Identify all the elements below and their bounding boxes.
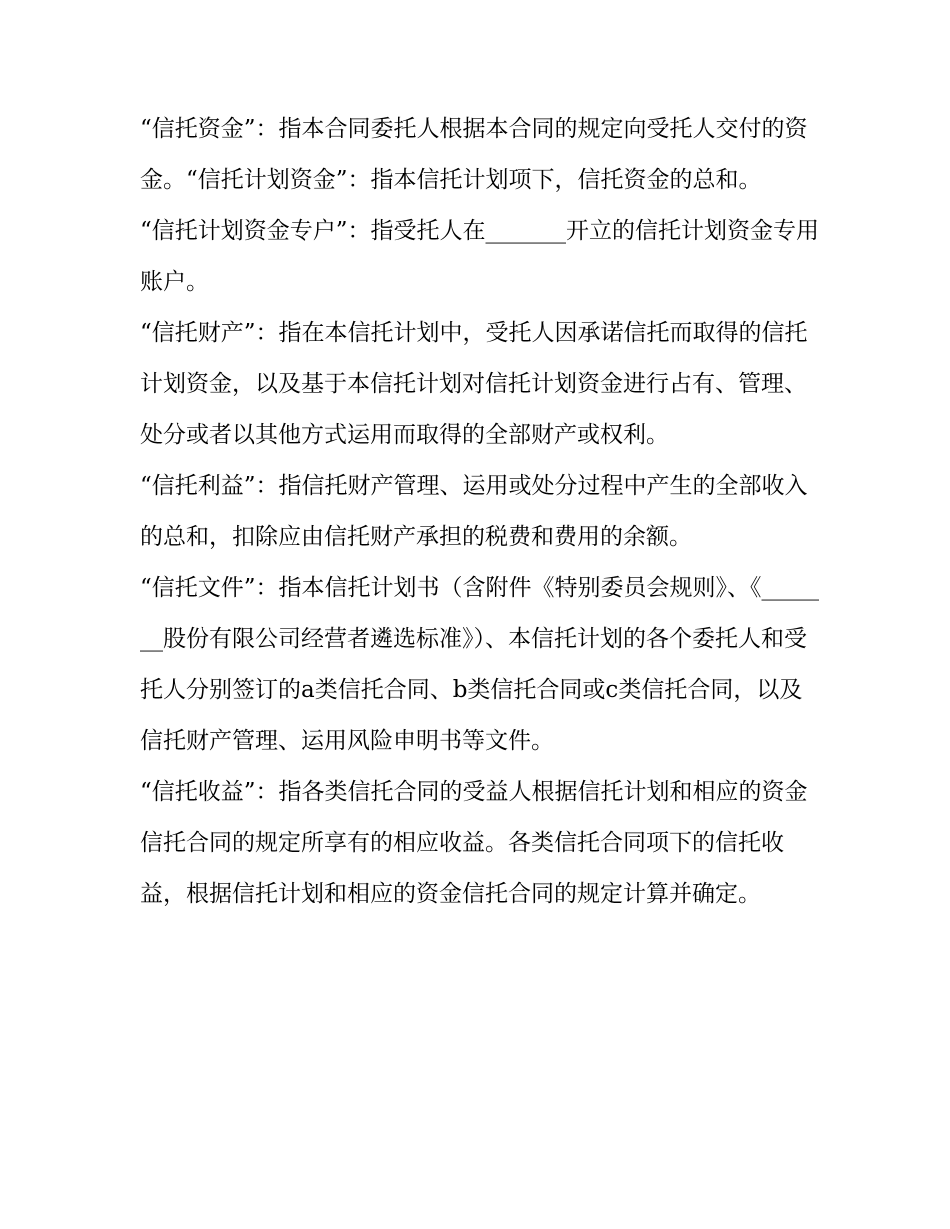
definition-trust-plan-account: “信托计划资金专户”：指受托人在_______开立的信托计划资金专用账户。 xyxy=(140,218,820,295)
document-body xyxy=(140,104,820,920)
definition-trust-documents: “信托文件”：指本信托计划书（含附件《特别委员会规则》、《_______股份有限公司经营者遴选标准》）、本信托计划的各个委托人和受托人分别签订的a类信托合同、b类信托合同或c类信托合同，以及信托财产管理、运用风险申明书等文件。 xyxy=(140,575,820,754)
definition-trust-benefit: “信托利益”：指信托财产管理、运用或处分过程中产生的全部收入的总和，扣除应由信托财产承担的税费和费用的余额。 xyxy=(140,473,808,550)
definition-trust-funds: “信托资金”：指本合同委托人根据本合同的规定向受托人交付的资金。“信托计划资金”：指本信托计划项下，信托资金的总和。 xyxy=(140,116,808,193)
definition-trust-income: “信托收益”：指各类信托合同的受益人根据信托计划和相应的资金信托合同的规定所享有的相应收益。各类信托合同项下的信托收益，根据信托计划和相应的资金信托合同的规定计算并确定。 xyxy=(140,779,808,907)
definition-trust-property: “信托财产”：指在本信托计划中，受托人因承诺信托而取得的信托计划资金，以及基于本信托计划对信托计划资金进行占有、管理、处分或者以其他方式运用而取得的全部财产或权利。 xyxy=(140,320,808,448)
